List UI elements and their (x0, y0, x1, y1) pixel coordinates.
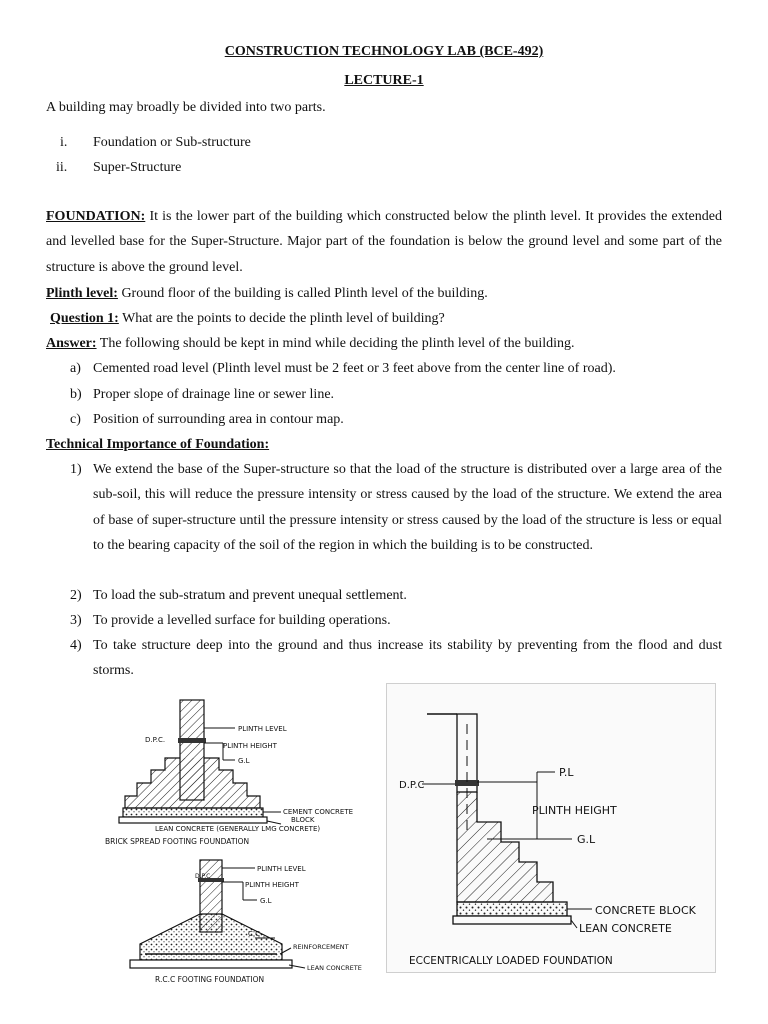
answer-item-text: Cemented road level (Plinth level must be 2 feet or 3 feet above from the center line of road). (93, 361, 616, 376)
eccentric-foundation (399, 714, 697, 967)
importance-item-text: To take structure deep into the ground and thus increase its stability by preventing from the flood and dust storms. (93, 638, 722, 679)
question-paragraph (50, 311, 445, 327)
label-gl: G.L (577, 833, 596, 846)
importance-item-number: 1) (70, 462, 82, 477)
caption-eccentric-foundation: ECCENTRICALLY LOADED FOUNDATION (409, 955, 613, 967)
intro-text: A building may broadly be divided into two parts. (46, 100, 326, 115)
plinth-definition: Ground floor of the building is called Plinth level of the building. (117, 286, 488, 301)
label-dpc: D.P.C. (145, 736, 166, 744)
label-plinth-height: PLINTH HEIGHT (532, 804, 617, 817)
brick-spread-footing (105, 700, 353, 846)
caption-rcc-footing: R.C.C FOOTING FOUNDATION (155, 975, 265, 984)
label-plinth-height: PLINTH HEIGHT (245, 881, 299, 889)
eccentric-foundation-sketch (387, 684, 715, 972)
part-number: ii. (56, 160, 68, 175)
figure-brick-and-rcc-footing (85, 688, 365, 988)
document-title: CONSTRUCTION TECHNOLOGY LAB (BCE-492) (224, 44, 544, 59)
label-lean-concrete: LEAN CONCRETE (GENERALLY LMG CONCRETE) (155, 825, 321, 833)
importance-item-text: To load the sub-stratum and prevent unequal settlement. (93, 588, 407, 603)
label-reinforcement: REINFORCEMENT (293, 943, 349, 951)
answer-item-number: a) (70, 361, 81, 376)
label-lean-concrete: LEAN CONCRETE (307, 964, 362, 972)
foundation-paragraph (46, 204, 722, 280)
label-cement-concrete: CEMENT CONCRETE (283, 808, 354, 816)
caption-brick-spread-footing: BRICK SPREAD FOOTING FOUNDATION (105, 837, 250, 846)
answer-item-text: Position of surrounding area in contour map. (93, 412, 344, 427)
answer-term: Answer: (46, 336, 97, 351)
foundation-term: FOUNDATION: (46, 209, 146, 224)
label-concrete-block: CONCRETE BLOCK (595, 904, 696, 917)
plinth-paragraph (46, 286, 488, 302)
footing-sketch (85, 688, 365, 988)
lecture-heading: LECTURE-1 (344, 73, 424, 88)
answer-paragraph (46, 336, 575, 352)
part-text: Super-Structure (93, 160, 182, 175)
part-text: Foundation or Sub-structure (93, 135, 251, 150)
part-number: i. (60, 135, 68, 150)
importance-item-text: To provide a levelled surface for building operations. (93, 613, 391, 628)
label-plinth-height: PLINTH HEIGHT (223, 742, 277, 750)
label-dpc: D.P.C (195, 873, 211, 880)
label-plinth-level: PLINTH LEVEL (257, 865, 306, 873)
label-block: BLOCK (291, 816, 315, 824)
label-plinth-level: PLINTH LEVEL (238, 725, 287, 733)
answer-text: The following should be kept in mind while deciding the plinth level of the building. (96, 336, 575, 351)
answer-item-number: b) (70, 387, 82, 402)
label-gl: G.L (260, 897, 272, 905)
figure-eccentric-foundation (386, 683, 716, 973)
label-pl: P.L (559, 766, 574, 779)
importance-item-number: 3) (70, 613, 82, 628)
importance-item-number: 4) (70, 638, 82, 653)
label-lean-concrete: LEAN CONCRETE (579, 922, 672, 935)
answer-item-number: c) (70, 412, 81, 427)
rcc-footing (130, 860, 362, 984)
question-text: What are the points to decide the plinth level of building? (118, 311, 445, 326)
importance-heading: Technical Importance of Foundation: (46, 437, 270, 452)
label-dpc: D.P.C (399, 780, 425, 791)
foundation-definition: It is the lower part of the building which constructed below the plinth level. It provides the extended and levelled base for the Super-Structure. Major part of the foundation is below the ground level and some part of the structure is above the ground level. (46, 209, 722, 275)
label-gl: G.L (238, 757, 250, 765)
label-cc: C.C (248, 930, 261, 938)
importance-item-text: We extend the base of the Super-structure so that the load of the structure is distributed over a large area of the sub-soil, this will reduce the pressure intensity or stress caused by the load of the structure. We extend the area of base of super-structure until the pressure intensity or stress caused by the load of the structure is less or equal to the bearing capacity of the soil of the region in which the building is to be constructed. (93, 462, 722, 553)
answer-item-text: Proper slope of drainage line or sewer line. (93, 387, 335, 402)
question-term: Question 1: (50, 311, 119, 326)
plinth-term: Plinth level: (46, 286, 118, 301)
importance-item-number: 2) (70, 588, 82, 603)
